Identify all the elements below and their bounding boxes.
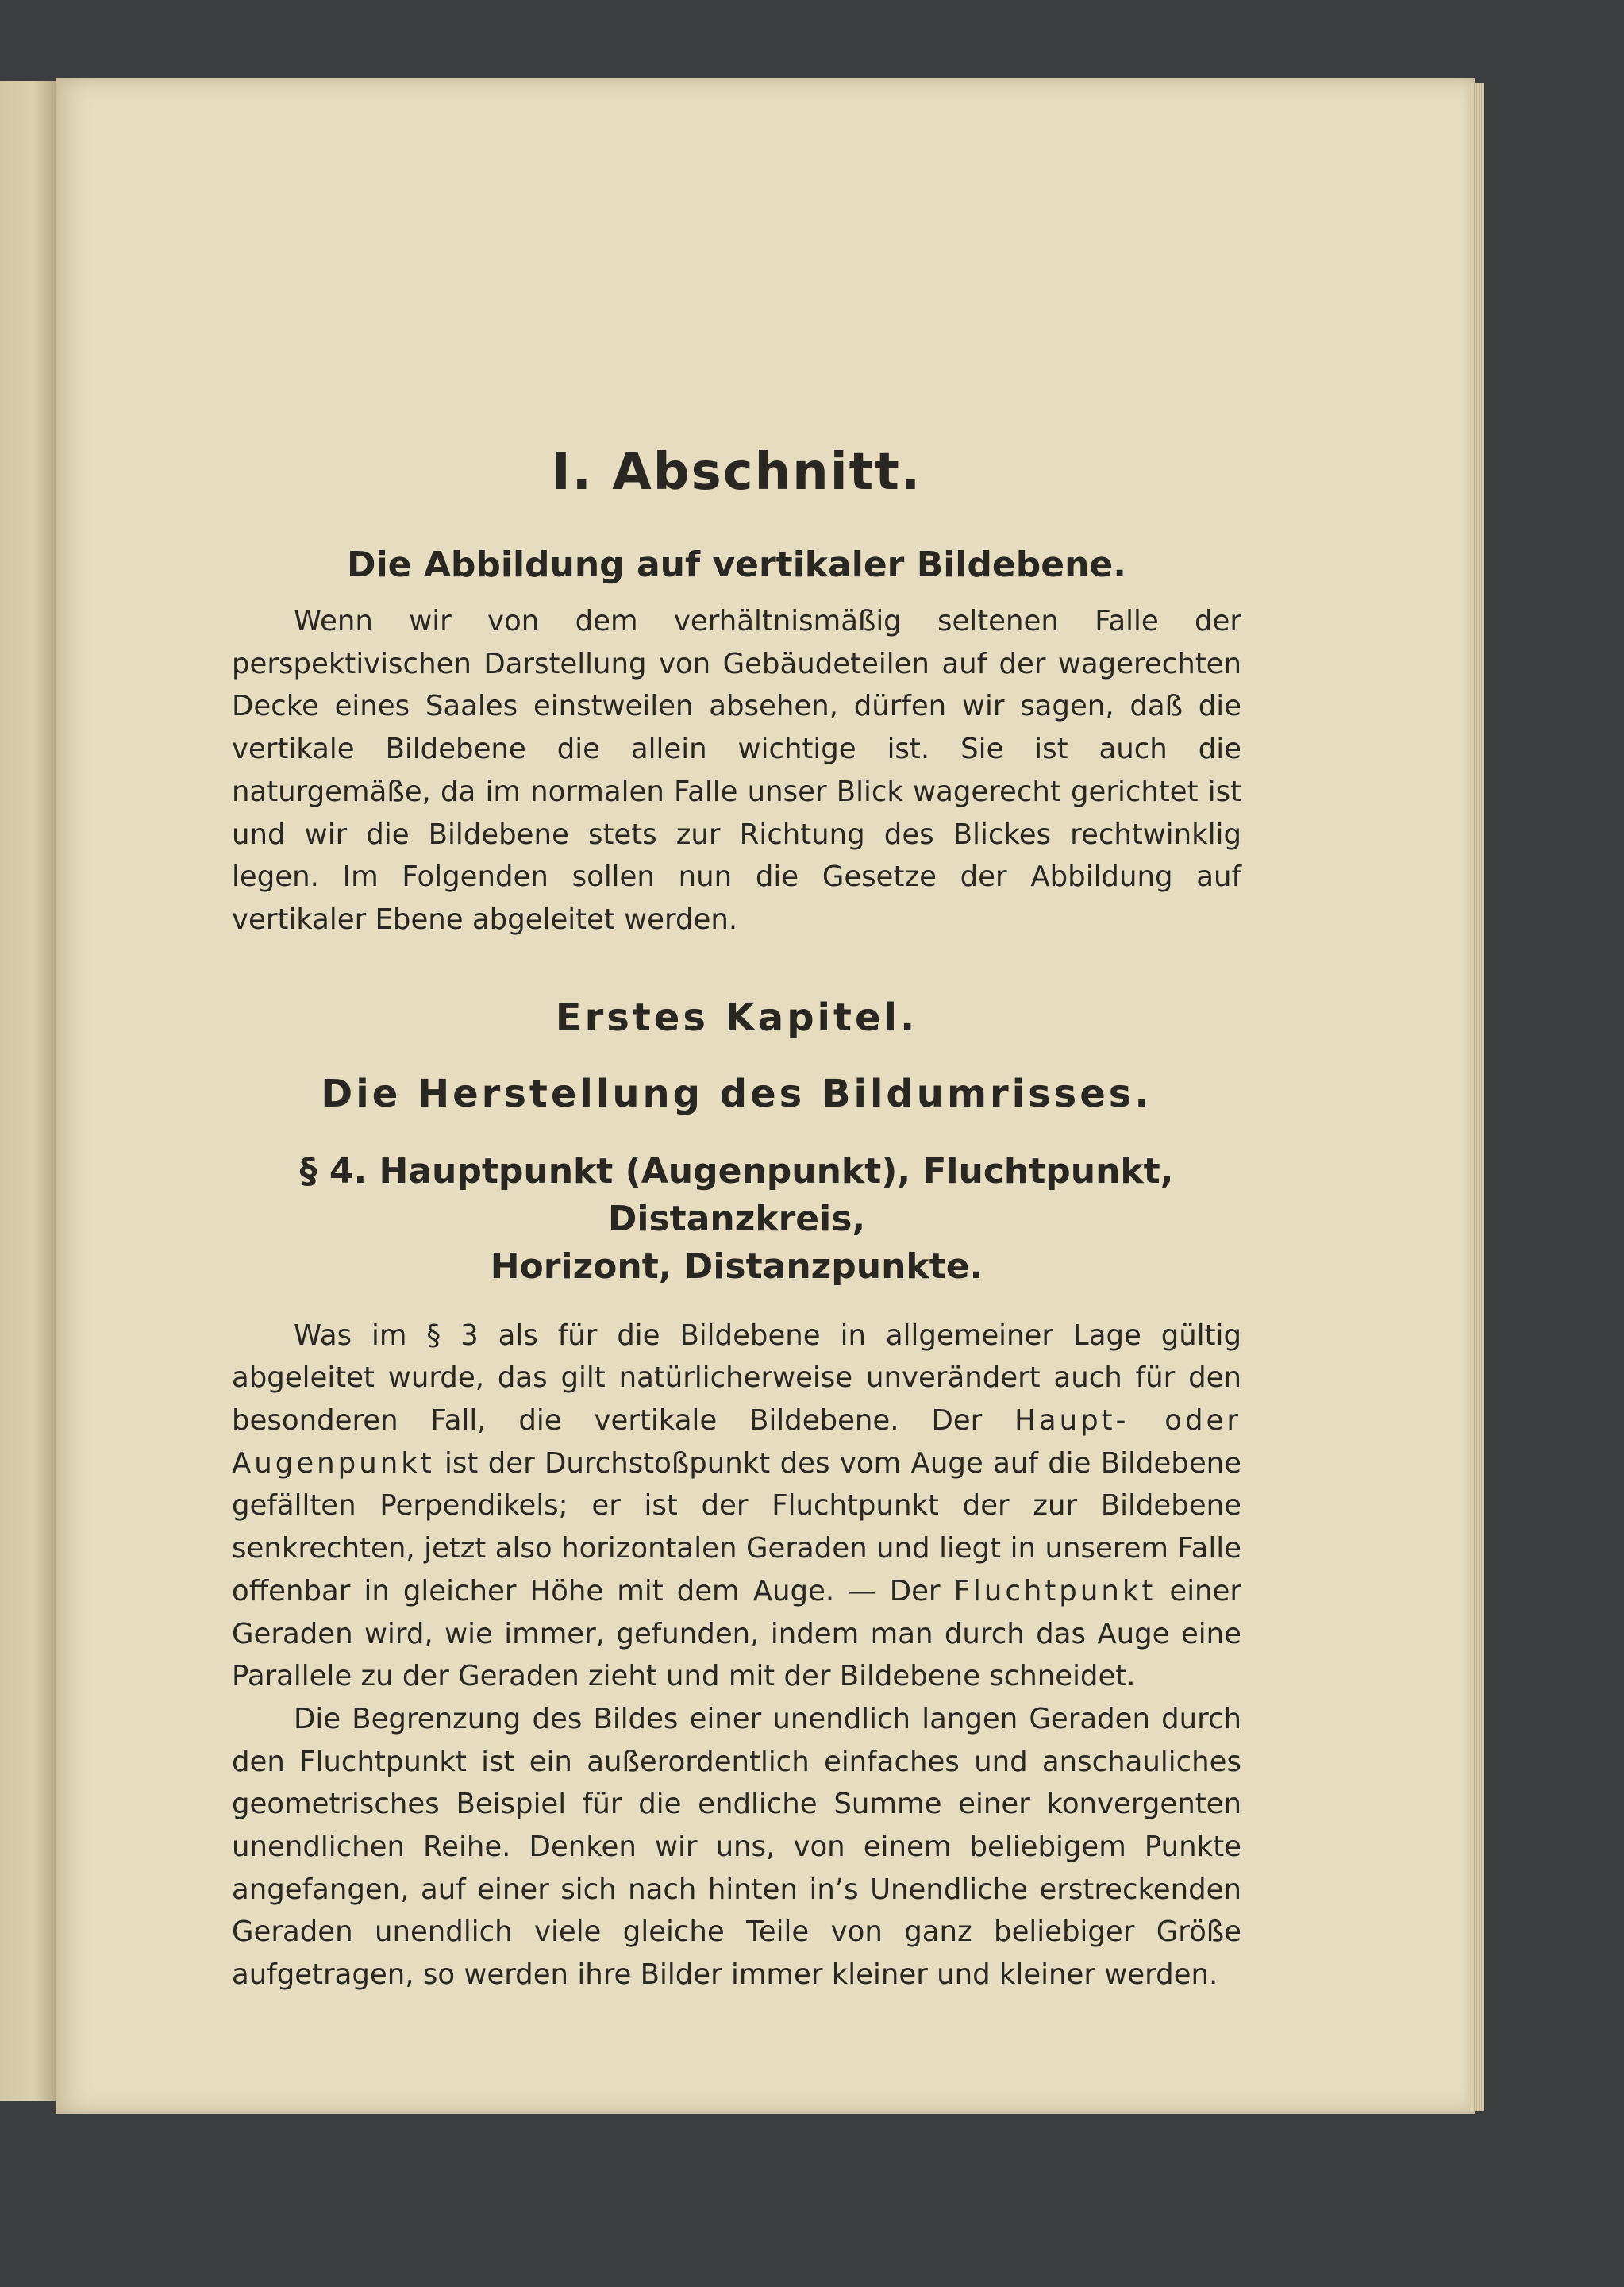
page-content <box>232 429 1241 1996</box>
body-paragraph-1 <box>232 1315 1241 1698</box>
paragraph-heading <box>232 1148 1241 1291</box>
body-paragraph-1-part-a: Was im § 3 als für die Bildebene in allgemeiner Lage gültig abgeleitet wurde, das gilt natürlicherweise unverändert auch für den besonderen Fall, die vertikale Bildebene. Der <box>232 1319 1241 1438</box>
body-paragraph-1-part-b: ist der Durchstoßpunkt des vom Auge auf die Bildebene gefällten Perpendikels; er ist der Fluchtpunkt der zur Bildebene senkrechten, jetzt also horizontalen Geraden und liegt in unserem Falle offenbar in gleicher Höhe mit dem Auge. — Der <box>232 1446 1241 1607</box>
paragraph-heading-line-2: Horizont, Distanzpunkte. <box>490 1246 983 1287</box>
intro-paragraph: Wenn wir von dem verhältnismäßig seltenen Falle der perspektivischen Darstellung von Gebäudeteilen auf der wagerechten Decke eines Saales einstweilen absehen, dürfen wir sagen, daß die vertikale Bildebene die allein wichtige ist. Sie ist auch die naturgemäße, da im normalen Falle unser Blick wagerecht gerichtet ist und wir die Bildebene stets zur Richtung des Blickes rechtwinklig legen. Im Folgenden sollen nun die Gesetze der Abbildung auf vertikaler Ebene abgeleitet werden. <box>232 605 1241 936</box>
term-hauptpunkt: Haupt- oder Augenpunkt <box>232 1404 1241 1480</box>
section-subtitle: Die Abbildung auf vertikaler Bildebene. <box>347 545 1126 585</box>
page-stack-edge <box>1470 83 1484 2111</box>
section-title: I. Abschnitt. <box>551 443 922 502</box>
term-fluchtpunkt: Fluchtpunkt <box>953 1574 1156 1607</box>
paragraph-heading-line-1: § 4. Hauptpunkt (Augenpunkt), Fluchtpunkt, Distanzkreis, <box>299 1150 1174 1239</box>
chapter-title: Erstes Kapitel. <box>555 995 918 1040</box>
body-paragraph-2: Die Begrenzung des Bildes einer unendlich langen Geraden durch den Fluchtpunkt ist ein außerordentlich einfaches und anschauliches geometrisches Beispiel für die endliche Summe einer konvergenten unendlichen Reihe. Denken wir uns, von einem beliebigem Punkte angefangen, auf einer sich nach hinten in’s Unendliche erstreckenden Geraden unendlich viele gleiche Teile von ganz beliebiger Größe aufgetragen, so werden ihre Bilder immer kleiner und kleiner werden. <box>232 1702 1241 1992</box>
body-paragraph-1-part-c: einer Geraden wird, wie immer, gefunden, indem man durch das Auge eine Parallele zu der Geraden zieht und mit der Bildebene schneidet. <box>232 1574 1241 1693</box>
spacer <box>232 941 1241 980</box>
chapter-subtitle: Die Herstellung des Bildumrisses. <box>321 1071 1153 1116</box>
left-page-edge <box>0 81 56 2101</box>
